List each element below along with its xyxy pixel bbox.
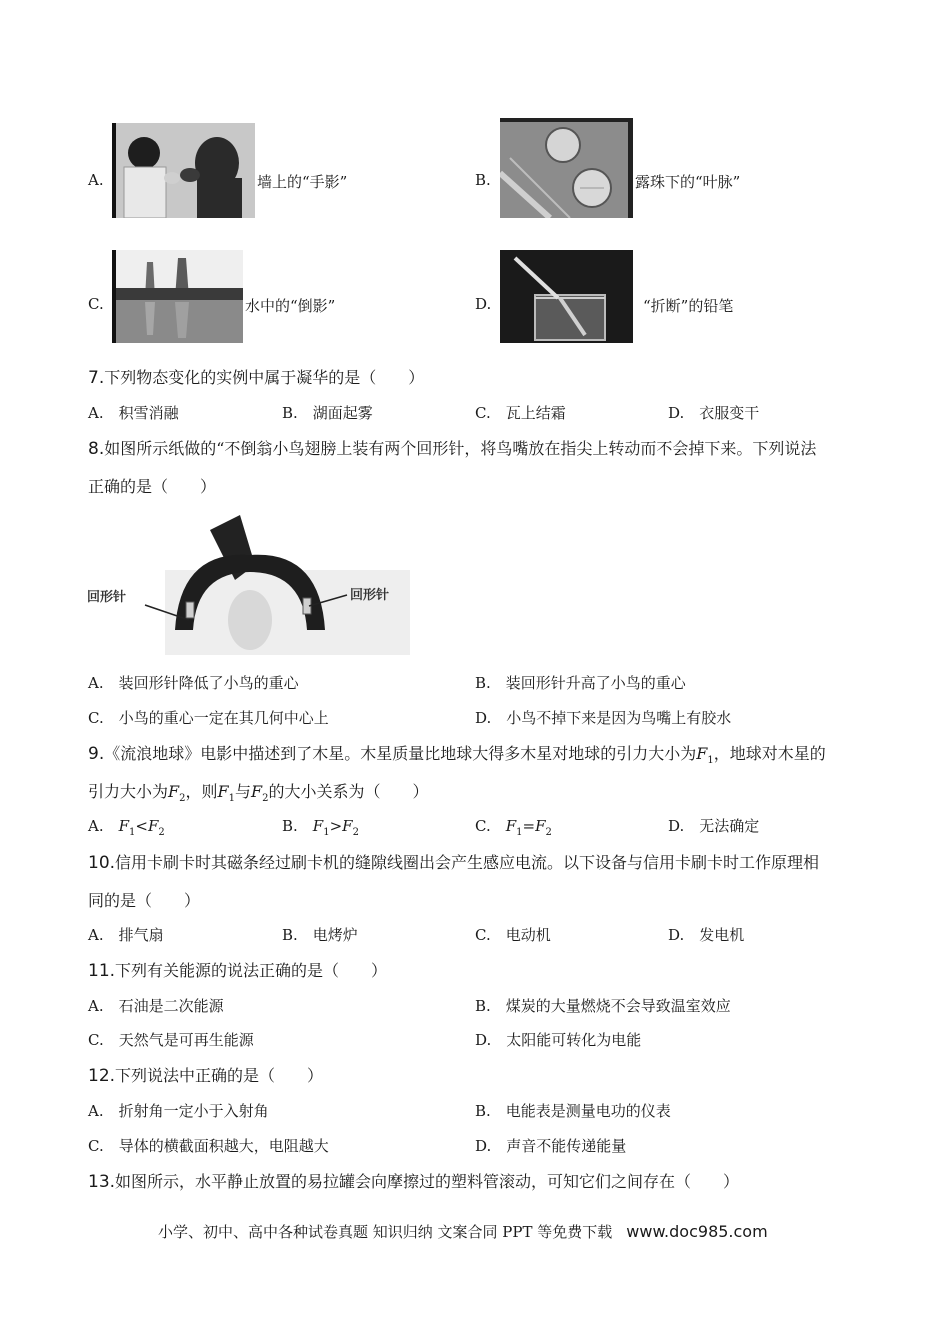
q7-option-b[interactable]: B. 湖面起雾 [282,404,373,422]
page-footer [158,1221,768,1242]
stem-part: 与 [235,782,252,801]
question-stem: 如图所示，水平静止放置的易拉罐会向摩擦过的塑料管滚动，可知它们之间存在（ ） [115,1172,740,1191]
q6-option-d-text: “折断”的铅笔 [643,297,734,315]
question-10 [88,850,819,873]
bent-pencil-photo [500,250,633,343]
question-number: 8. [88,439,105,459]
subscript-2: 2 [179,793,186,805]
q9-option-a[interactable]: A. $F_1<F_2$ [88,817,165,838]
question-number: 10. [88,853,116,873]
question-8 [88,436,816,459]
q12-option-c[interactable]: C. 导体的横截面积越大，电阻越大 [88,1137,329,1155]
tumbler-bird-figure [85,510,415,655]
subscript-1: 1 [707,755,714,767]
q9-option-c[interactable]: C. $F_1=F_2$ [475,817,552,838]
q12-option-d[interactable]: D. 声音不能传递能量 [475,1137,627,1155]
dew-leaf-vein-photo [500,118,633,218]
q12-option-b[interactable]: B. 电能表是测量电功的仪表 [475,1102,671,1120]
question-9-line-2 [88,779,429,804]
stem-part: 引力大小为 [88,782,169,801]
figure-label-right: 回形针 [350,588,390,603]
q7-option-c[interactable]: C. 瓦上结霜 [475,404,566,422]
question-stem: 下列有关能源的说法正确的是（ ） [115,961,388,980]
question-stem-line-1: 《流浪地球》电影中描述到了木星。木星质量比地球大得多木星对地球的引力大小为 [104,744,697,763]
q9-option-b[interactable]: B. $F_1>F_2$ [282,817,359,838]
q11-option-d[interactable]: D. 太阳能可转化为电能 [475,1031,642,1049]
question-number: 13. [88,1172,116,1192]
subscript-1: 1 [228,793,235,805]
question-stem-line-1: 信用卡刷卡时其磁条经过刷卡机的缝隙线圈出会产生感应电流。以下设备与信用卡刷卡时工作原理相 [115,853,820,872]
force-symbol: F [251,782,263,801]
pagoda-reflection-photo [112,250,243,343]
question-11 [88,958,387,981]
q6-option-d-letter: D. [475,295,492,313]
question-9 [88,741,826,766]
q11-option-a[interactable]: A. 石油是二次能源 [88,997,224,1015]
hand-shadow-photo [112,123,255,218]
q6-option-b-letter: B. [475,171,491,189]
force-symbol: F [168,782,180,801]
stem-part: ，则 [185,782,218,801]
question-7 [88,365,424,388]
q9-option-d[interactable]: D. 无法确定 [668,817,760,835]
q11-option-c[interactable]: C. 天然气是可再生能源 [88,1031,254,1049]
q6-option-a-letter: A. [88,171,104,189]
footer-text: 小学、初中、高中各种试卷真题 知识归纳 文案合同 PPT 等免费下载 [158,1223,613,1241]
question-13 [88,1169,739,1192]
q8-option-d[interactable]: D. 小鸟不掉下来是因为鸟嘴上有胶水 [475,709,732,727]
question-10-line-2: 同的是（ ） [88,891,201,910]
subscript-2: 2 [262,793,269,805]
q7-option-a[interactable]: A. 积雪消融 [88,404,179,422]
q12-option-a[interactable]: A. 折射角一定小于入射角 [88,1102,269,1120]
q6-option-c-letter: C. [88,295,104,313]
q10-option-d[interactable]: D. 发电机 [668,926,745,944]
question-stem: 下列物态变化的实例中属于凝华的是（ ） [104,368,425,387]
question-number: 12. [88,1066,116,1086]
question-number: 9. [88,744,105,764]
q8-option-b[interactable]: B. 装回形针升高了小鸟的重心 [475,674,686,692]
q10-option-c[interactable]: C. 电动机 [475,926,551,944]
q11-option-b[interactable]: B. 煤炭的大量燃烧不会导致温室效应 [475,997,731,1015]
question-stem-line-1: 如图所示纸做的“不倒翁小鸟翅膀上装有两个回形针，将鸟嘴放在指尖上转动而不会掉下来。下列说法 [104,439,817,458]
q6-option-a-text: 墙上的“手影” [257,173,348,191]
q7-option-d[interactable]: D. 衣服变干 [668,404,760,422]
force-symbol: F [217,782,229,801]
q6-option-c-text: 水中的“倒影” [245,297,336,315]
question-number: 11. [88,961,116,981]
q6-option-b-text: 露珠下的“叶脉” [635,173,741,191]
question-stem: 下列说法中正确的是（ ） [115,1066,324,1085]
q10-option-a[interactable]: A. 排气扇 [88,926,164,944]
figure-label-left: 回形针 [87,590,127,605]
q10-option-b[interactable]: B. 电烤炉 [282,926,358,944]
footer-url-link[interactable]: www.doc985.com [626,1222,768,1241]
question-stem-line-1-end: ，地球对木星的 [713,744,826,763]
stem-part: 的大小关系为（ ） [268,782,429,801]
q8-option-a[interactable]: A. 装回形针降低了小鸟的重心 [88,674,299,692]
q8-option-c[interactable]: C. 小鸟的重心一定在其几何中心上 [88,709,329,727]
question-8-line-2: 正确的是（ ） [88,477,217,496]
question-number: 7. [88,368,105,388]
question-12 [88,1063,323,1086]
force-symbol: F [696,744,708,763]
